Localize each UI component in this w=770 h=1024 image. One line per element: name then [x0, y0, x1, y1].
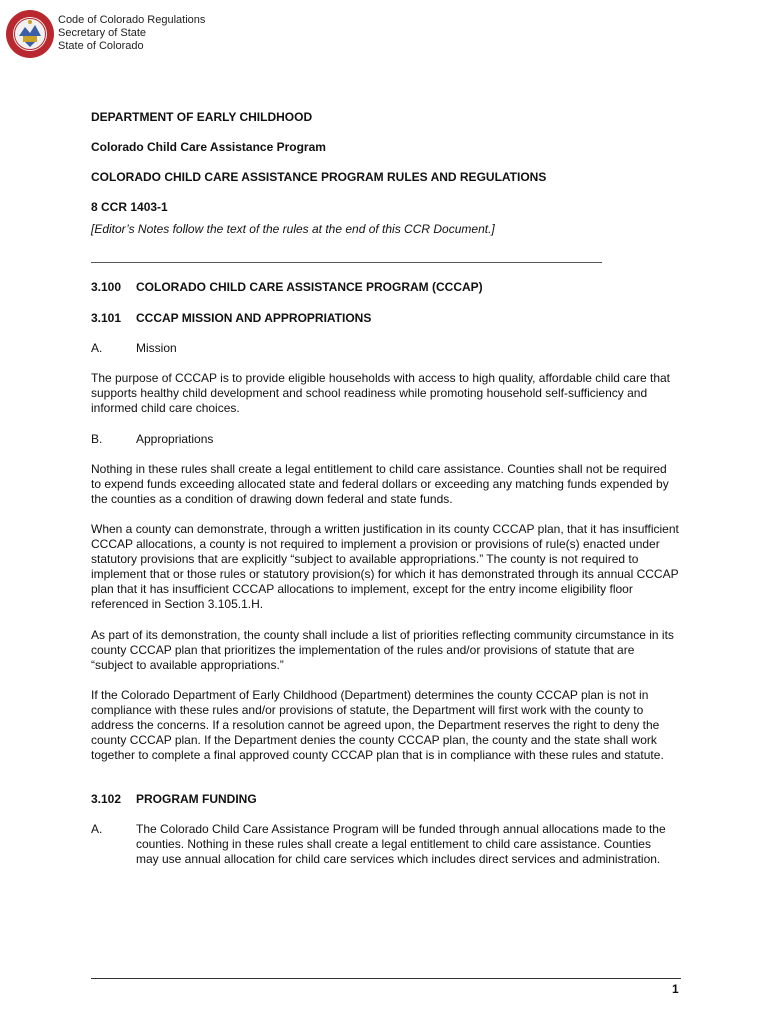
colorado-seal-icon	[5, 9, 55, 59]
header-block	[58, 14, 205, 53]
section-title: PROGRAM FUNDING	[136, 792, 257, 806]
appropriations-paragraph-3: As part of its demonstration, the county shall include a list of priorities reflecting community circumstance in its county CCCAP plan that prioritizes the implementation of the rules and/or provisions of statute that are “subject to available appropriations.”	[91, 628, 674, 672]
subsection-b-appropriations	[91, 432, 213, 447]
mission-paragraph: The purpose of CCCAP is to provide eligible households with access to high quality, affordable child care that supports healthy child development and school readiness while promoting household self-sufficiency and informed child care choices.	[91, 371, 670, 415]
page-number: 1	[672, 982, 679, 996]
subsection-a-mission	[91, 341, 177, 356]
program-funding-text: The Colorado Child Care Assistance Program will be funded through annual allocations made to the counties. Nothing in these rules shall create a legal entitlement to child care assistance. Counties may use annual allocation for child care services which includes direct services and administration.	[136, 822, 666, 866]
section-number: 3.101	[91, 311, 122, 325]
header-line-regulations: Code of Colorado Regulations	[58, 14, 206, 26]
section-number: 3.100	[91, 280, 122, 294]
subsection-letter: B.	[91, 432, 103, 446]
subsection-label: Mission	[136, 341, 177, 355]
program-heading: Colorado Child Care Assistance Program	[91, 140, 326, 154]
subsection-letter: A.	[91, 341, 103, 355]
section-3-102-heading	[91, 792, 257, 807]
header-line-secretary: Secretary of State	[58, 27, 147, 39]
editor-note: [Editor’s Notes follow the text of the rules at the end of this CCR Document.]	[91, 222, 495, 236]
appropriations-paragraph-2: When a county can demonstrate, through a written justification in its county CCCAP plan, that it has insufficient CCCAP allocations, a county is not required to implement a provision or provisions of rule(s) enacted under statutory provisions that are explicitly “subject to available appropriations.” The county is not required to implement that or those rules or statutory provision(s) for which it has demonstrated through its annual CCCAP plan that it has insufficient CCCAP allocations to implement, except for the entry income eligibility floor referenced in Section 3.105.1.H.	[91, 522, 679, 611]
appropriations-paragraph-4: If the Colorado Department of Early Childhood (Department) determines the county CCCAP plan is not in compliance with these rules and/or provisions of statute, the Department will first work with the county to address the concerns. If a resolution cannot be agreed upon, the Department reserves the right to deny the county CCCAP plan. If the Department denies the county CCCAP plan, the county and the state shall work together to complete a final approved county CCCAP plan that is in compliance with these rules and statute.	[91, 688, 664, 762]
section-title: CCCAP MISSION AND APPROPRIATIONS	[136, 311, 372, 325]
rules-title: COLORADO CHILD CARE ASSISTANCE PROGRAM RULES AND REGULATIONS	[91, 170, 547, 184]
divider	[91, 262, 602, 263]
section-3-101-heading	[91, 311, 371, 326]
subsection-a-letter: A.	[91, 822, 103, 836]
header-line-state: State of Colorado	[58, 40, 144, 52]
section-3-100-heading	[91, 280, 483, 295]
footer-divider	[91, 978, 681, 979]
ccr-number: 8 CCR 1403-1	[91, 200, 168, 214]
appropriations-paragraph-1: Nothing in these rules shall create a legal entitlement to child care assistance. Counties shall not be required to expend funds exceeding allocated state and federal dollars or exceeding any matching funds expended by the counties as a condition of drawing down federal and state funds.	[91, 462, 669, 506]
section-number: 3.102	[91, 792, 122, 806]
subsection-label: Appropriations	[136, 432, 214, 446]
section-title: COLORADO CHILD CARE ASSISTANCE PROGRAM (CCCAP)	[136, 280, 483, 294]
department-heading: DEPARTMENT OF EARLY CHILDHOOD	[91, 110, 313, 124]
